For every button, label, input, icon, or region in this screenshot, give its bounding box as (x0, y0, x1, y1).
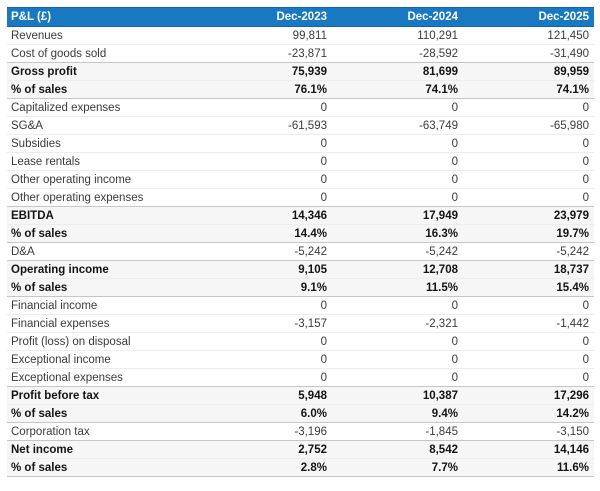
table-row (7, 351, 594, 369)
pnl-table (7, 7, 594, 477)
cell-value: 74.1% (425, 83, 458, 96)
cell-value: -23,871 (287, 47, 327, 60)
row-label: Operating income (11, 263, 109, 276)
table-row (7, 387, 594, 405)
cell-value: -3,196 (294, 425, 327, 438)
cell-value: 15.4% (556, 281, 589, 294)
row-label: Gross profit (11, 65, 77, 78)
cell-value: 6.0% (300, 407, 327, 420)
row-label: Financial expenses (11, 317, 110, 330)
cell-value: 10,387 (422, 389, 458, 402)
cell-value: 0 (582, 155, 589, 168)
table-row (7, 45, 594, 63)
row-label: % of sales (11, 461, 68, 474)
row-label: Corporation tax (11, 425, 90, 438)
cell-value: -1,442 (556, 317, 589, 330)
cell-value: 0 (320, 299, 327, 312)
table-row (7, 459, 594, 477)
cell-value: 9.4% (431, 407, 458, 420)
row-label: % of sales (11, 407, 68, 420)
cell-value: 0 (582, 191, 589, 204)
table-row (7, 99, 594, 117)
cell-value: -5,242 (556, 245, 589, 258)
row-label: % of sales (11, 227, 68, 240)
row-label: Exceptional expenses (11, 371, 123, 384)
cell-value: 0 (451, 173, 458, 186)
cell-value: -65,980 (549, 119, 589, 132)
table-row (7, 315, 594, 333)
cell-value: 0 (451, 335, 458, 348)
row-label: SG&A (11, 119, 43, 132)
table-row (7, 117, 594, 135)
cell-value: 76.1% (294, 83, 327, 96)
table-row (7, 261, 594, 279)
cell-value: 16.3% (425, 227, 458, 240)
cell-value: 0 (451, 299, 458, 312)
table-row (7, 207, 594, 225)
table-row (7, 405, 594, 423)
table-row (7, 297, 594, 315)
cell-value: 0 (582, 101, 589, 114)
column-header-2: Dec-2025 (538, 11, 589, 23)
row-label: Revenues (11, 29, 63, 42)
cell-value: 75,939 (291, 65, 327, 78)
table-row (7, 423, 594, 441)
cell-value: 0 (320, 191, 327, 204)
cell-value: 0 (582, 299, 589, 312)
cell-value: 14,346 (291, 209, 327, 222)
row-label: Profit before tax (11, 389, 100, 402)
table-row (7, 171, 594, 189)
cell-value: 0 (320, 137, 327, 150)
table-row (7, 279, 594, 297)
cell-value: 0 (451, 155, 458, 168)
cell-value: -63,749 (418, 119, 458, 132)
cell-value: 18,737 (553, 263, 589, 276)
cell-value: 0 (320, 155, 327, 168)
column-header-1: Dec-2024 (407, 11, 458, 23)
cell-value: 0 (451, 353, 458, 366)
row-label: Profit (loss) on disposal (11, 335, 131, 348)
cell-value: -2,321 (425, 317, 458, 330)
cell-value: 0 (451, 101, 458, 114)
table-header-row (7, 7, 594, 27)
cell-value: 9,105 (298, 263, 327, 276)
cell-value: 0 (320, 335, 327, 348)
cell-value: -3,150 (556, 425, 589, 438)
cell-value: 110,291 (417, 29, 458, 42)
cell-value: 0 (320, 353, 327, 366)
cell-value: 2,752 (298, 443, 327, 456)
row-label: Lease rentals (11, 155, 81, 168)
cell-value: 0 (582, 173, 589, 186)
cell-value: -31,490 (549, 47, 589, 60)
column-header-0: Dec-2023 (276, 11, 327, 23)
cell-value: -5,242 (425, 245, 458, 258)
cell-value: -28,592 (418, 47, 458, 60)
cell-value: -61,593 (287, 119, 327, 132)
cell-value: 11.6% (557, 461, 589, 474)
table-row (7, 243, 594, 261)
row-label: % of sales (11, 83, 68, 96)
table-row (7, 153, 594, 171)
table-row (7, 369, 594, 387)
row-label: EBITDA (11, 209, 54, 222)
row-label: D&A (11, 245, 35, 258)
cell-value: -1,845 (425, 425, 458, 438)
row-label: Other operating income (11, 173, 132, 186)
table-row (7, 63, 594, 81)
row-label: Financial income (11, 299, 98, 312)
cell-value: 14,146 (553, 443, 589, 456)
cell-value: 0 (320, 101, 327, 114)
cell-value: 17,949 (422, 209, 458, 222)
cell-value: 74.1% (556, 83, 589, 96)
cell-value: 0 (582, 353, 589, 366)
row-label: Exceptional income (11, 353, 111, 366)
cell-value: 0 (582, 335, 589, 348)
cell-value: 99,811 (292, 29, 327, 42)
table-row (7, 135, 594, 153)
cell-value: 5,948 (298, 389, 327, 402)
table-row (7, 189, 594, 207)
row-label: Subsidies (11, 137, 61, 150)
cell-value: 23,979 (553, 209, 589, 222)
cell-value: 17,296 (553, 389, 589, 402)
cell-value: 14.4% (294, 227, 327, 240)
row-label: Cost of goods sold (11, 47, 107, 60)
cell-value: 11.5% (426, 281, 458, 294)
table-row (7, 225, 594, 243)
cell-value: -3,157 (294, 317, 327, 330)
cell-value: 19.7% (556, 227, 589, 240)
table-row (7, 81, 594, 99)
cell-value: 0 (320, 173, 327, 186)
table-row (7, 27, 594, 45)
cell-value: 0 (582, 137, 589, 150)
cell-value: 0 (451, 191, 458, 204)
row-label: Capitalized expenses (11, 101, 121, 114)
cell-value: 89,959 (553, 65, 589, 78)
cell-value: 14.2% (556, 407, 589, 420)
row-label: % of sales (11, 281, 68, 294)
cell-value: 7.7% (431, 461, 458, 474)
table-row (7, 441, 594, 459)
cell-value: 121,450 (547, 29, 589, 42)
table-row (7, 333, 594, 351)
cell-value: -5,242 (294, 245, 327, 258)
cell-value: 9.1% (300, 281, 327, 294)
row-label: Net income (11, 443, 73, 456)
cell-value: 81,699 (422, 65, 458, 78)
cell-value: 0 (320, 371, 327, 384)
table-body (7, 27, 594, 477)
cell-value: 8,542 (429, 443, 458, 456)
table-corner-header: P&L (£) (11, 11, 52, 23)
cell-value: 0 (582, 371, 589, 384)
cell-value: 0 (451, 137, 458, 150)
cell-value: 2.8% (300, 461, 327, 474)
row-label: Other operating expenses (11, 191, 144, 204)
cell-value: 0 (451, 371, 458, 384)
cell-value: 12,708 (422, 263, 458, 276)
